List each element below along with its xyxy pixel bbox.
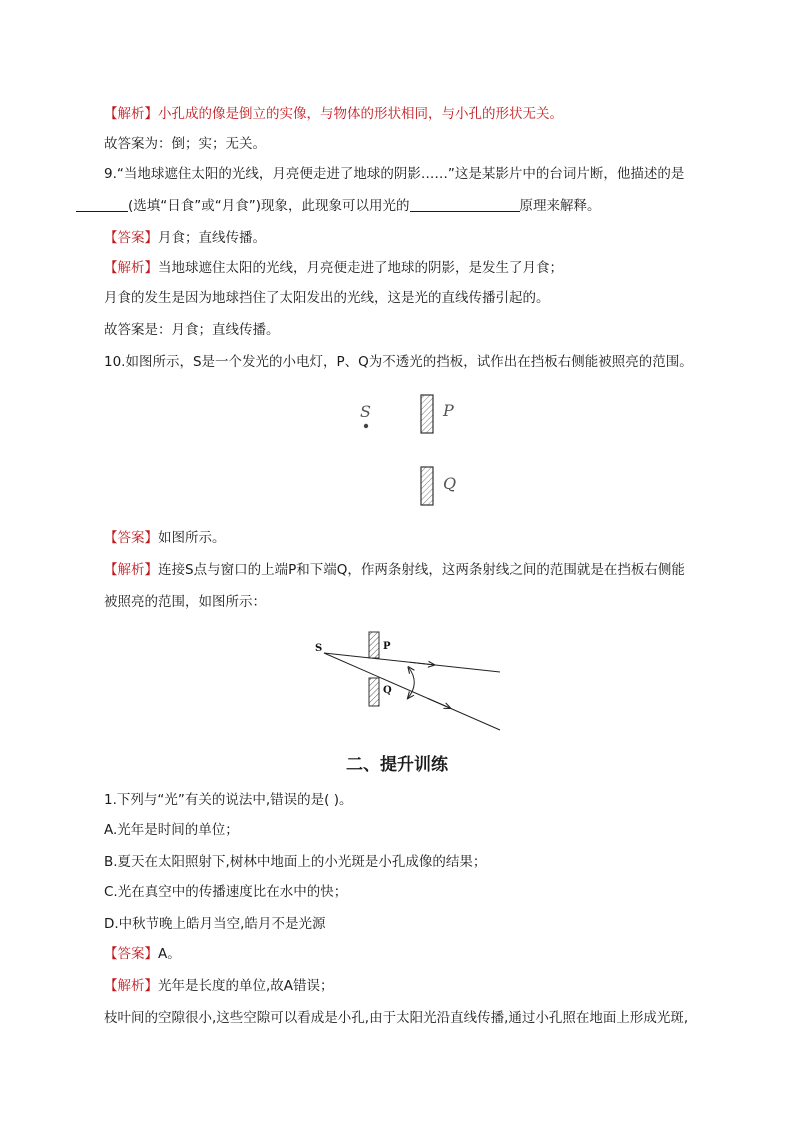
answer-text: 月食；直线传播。 — [158, 230, 266, 246]
ray-lower-arrow — [428, 699, 450, 709]
answer-tag: 【答案】 — [104, 230, 158, 246]
section-heading: 二、提升训练 — [346, 755, 448, 775]
answer-blank — [410, 197, 520, 212]
question-1-option-d: D.中秋节晚上皓月当空,皓月不是光源 — [104, 916, 326, 932]
label-s: S — [315, 643, 323, 654]
lamp-point — [364, 424, 368, 428]
analysis-10-line1 — [104, 560, 685, 580]
baffle-p — [369, 632, 379, 658]
answer-tag: 【答案】 — [104, 530, 158, 546]
figure-lamp-and-baffles — [350, 390, 470, 515]
baffle-q — [421, 467, 433, 505]
label-q: Q — [383, 685, 392, 696]
analysis-tag: 【解析】 — [104, 978, 158, 994]
label-q: Q — [443, 474, 457, 493]
label-p: P — [383, 641, 391, 652]
question-10: 10.如图所示，S是一个发光的小电灯，P、Q为不透光的挡板，试作出在挡板右侧能被照亮的范围。 — [104, 354, 693, 370]
label-s: S — [360, 402, 371, 421]
label-p: P — [443, 401, 454, 420]
answer-text: 如图所示。 — [158, 530, 226, 546]
analysis-tag: 【解析】 — [104, 106, 158, 122]
question-9-text-b: 原理来解释。 — [519, 198, 601, 214]
analysis-10-line2: 被照亮的范围，如图所示： — [104, 594, 266, 610]
answer-q1 — [104, 944, 181, 964]
analysis-q1-line1 — [104, 976, 334, 996]
analysis-9-line2: 月食的发生是因为地球挡住了太阳发出的光线，这是光的直线传播引起的。 — [104, 290, 550, 306]
question-1-stem: 1.下列与“光”有关的说法中,错误的是( )。 — [104, 792, 353, 808]
range-indicator — [408, 668, 414, 698]
question-9-text-a: (选填“日食”或“月食”)现象，此现象可以用光的 — [128, 198, 410, 214]
final-answer-8: 故答案为：倒；实；无关。 — [104, 136, 266, 152]
question-1-option-a: A.光年是时间的单位； — [104, 822, 239, 838]
analysis-q1-line2: 枝叶间的空隙很小,这些空隙可以看成是小孔,由于太阳光沿直线传播,通过小孔照在地面上形成光斑, — [104, 1010, 689, 1026]
analysis-tag: 【解析】 — [104, 562, 158, 578]
answer-blank — [76, 197, 128, 212]
analysis-text: 连接S点与窗口的上端P和下端Q，作两条射线，这两条射线之间的范围就是在挡板右侧能 — [158, 562, 685, 578]
baffle-q — [369, 678, 379, 706]
final-answer-9: 故答案是：月食；直线传播。 — [104, 322, 280, 338]
analysis-text: 当地球遮住太阳的光线，月亮便走进了地球的阴影，是发生了月食； — [158, 260, 563, 276]
analysis-text: 光年是长度的单位,故A错误； — [158, 978, 334, 994]
question-1-option-b: B.夏天在太阳照射下,树林中地面上的小光斑是小孔成像的结果； — [104, 854, 487, 870]
answer-tag: 【答案】 — [104, 946, 158, 962]
answer-text: A。 — [158, 946, 181, 962]
analysis-8 — [104, 104, 563, 124]
answer-10 — [104, 528, 226, 548]
question-1-option-c: C.光在真空中的传播速度比在水中的快； — [104, 884, 348, 900]
analysis-tag: 【解析】 — [104, 260, 158, 276]
question-9-line2 — [76, 196, 601, 216]
answer-9 — [104, 228, 266, 248]
ray-upper-arrow — [410, 662, 434, 665]
question-9-line1: 9.“当地球遮住太阳的光线，月亮便走进了地球的阴影……”这是某影片中的台词片断，他描述的是 — [104, 166, 685, 182]
baffle-p — [421, 395, 433, 433]
analysis-text: 小孔成的像是倒立的实像，与物体的形状相同，与小孔的形状无关。 — [158, 106, 563, 122]
analysis-9-line1 — [104, 258, 563, 278]
figure-light-rays — [310, 626, 510, 732]
